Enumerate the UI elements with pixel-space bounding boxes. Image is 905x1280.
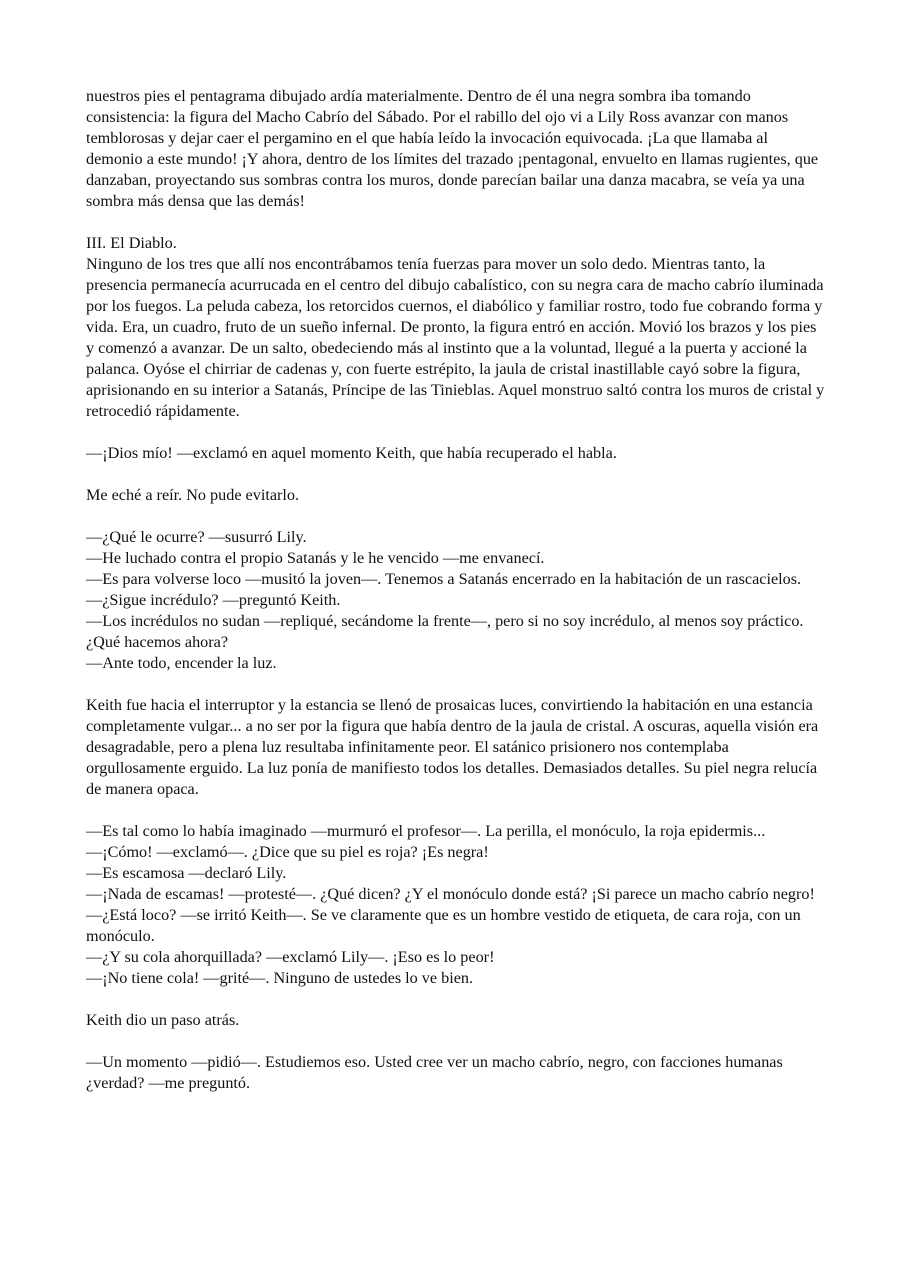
dialogue-line: —¡No tiene cola! —grité—. Ninguno de ustedes lo ve bien.	[86, 969, 474, 987]
paragraph-laugh: Me eché a reír. No pude evitarlo.	[86, 486, 300, 504]
dialogue-line: —¡Nada de escamas! —protesté—. ¿Qué dicen? ¿Y el monóculo donde está? ¡Si parece un macho cabrío negro!	[86, 885, 815, 903]
dialogue-line: —Un momento —pidió—. Estudiemos eso. Usted cree ver un macho cabrío, negro, con facciones humanas ¿verdad? —me preguntó.	[86, 1053, 783, 1092]
dialogue-line: —He luchado contra el propio Satanás y le he vencido —me envanecí.	[86, 549, 545, 567]
paragraph-gap	[86, 1031, 826, 1052]
dialogue-line: —Es tal como lo había imaginado —murmuró el profesor—. La perilla, el monóculo, la roja epidermis...	[86, 822, 766, 840]
dialogue-line: —Ante todo, encender la luz.	[86, 654, 277, 672]
dialogue-line: —¿Y su cola ahorquillada? —exclamó Lily—. ¡Eso es lo peor!	[86, 948, 495, 966]
paragraph-step-back: Keith dio un paso atrás.	[86, 1011, 240, 1029]
paragraph-gap	[86, 674, 826, 695]
document-page	[86, 86, 826, 1094]
paragraph-gap	[86, 212, 826, 233]
dialogue-line: —Los incrédulos no sudan —repliqué, secándome la frente—, pero si no soy incrédulo, al menos soy práctico. ¿Qué hacemos ahora?	[86, 612, 804, 651]
paragraph-pentagram: nuestros pies el pentagrama dibujado ardía materialmente. Dentro de él una negra sombra iba tomando consistencia: la figura del Macho Cabrío del Sábado. Por el rabillo del ojo vi a Lily Ross avanzar con manos temblorosas y dejar caer el pergamino en el que había leído la invocación equivocada. ¡La que llamaba al demonio a este mundo! ¡Y ahora, dentro de los límites del trazado ¡pentagonal, envuelto en llamas rugientes, que danzaban, proyectando sus sombras contra los muros, donde parecían bailar una danza macabra, se veía ya una sombra más densa que las demás!	[86, 87, 819, 210]
dialogue-line: —Es escamosa —declaró Lily.	[86, 864, 287, 882]
dialogue-line: —¡Dios mío! —exclamó en aquel momento Keith, que había recuperado el habla.	[86, 444, 617, 462]
chapter-heading: III. El Diablo.	[86, 234, 177, 252]
dialogue-line: —¡Cómo! —exclamó—. ¿Dice que su piel es roja? ¡Es negra!	[86, 843, 489, 861]
paragraph-gap	[86, 989, 826, 1010]
paragraph-devil: Ninguno de los tres que allí nos encontrábamos tenía fuerzas para mover un solo dedo. Mientras tanto, la presencia permanecía acurrucada en el centro del dibujo cabalístico, con su negra cara de macho cabrío iluminada por los fuegos. La peluda cabeza, los retorcidos cuernos, el diabólico y familiar rostro, todo fue cobrando forma y vida. Era, un cuadro, fruto de un sueño infernal. De pronto, la figura entró en acción. Movió los brazos y los pies y comenzó a avanzar. De un salto, obedeciendo más al instinto que a la voluntad, llegué a la puerta y accioné la palanca. Oyóse el chirriar de cadenas y, con fuerte estrépito, la jaula de cristal inastillable cayó sobre la figura, aprisionando en su interior a Satanás, Príncipe de las Tinieblas. Aquel monstruo saltó contra los muros de cristal y retrocedió rápidamente.	[86, 255, 825, 420]
dialogue-line: —¿Sigue incrédulo? —preguntó Keith.	[86, 591, 341, 609]
paragraph-light: Keith fue hacia el interruptor y la estancia se llenó de prosaicas luces, convirtiendo la habitación en una estancia completamente vulgar... a no ser por la figura que había dentro de la jaula de cristal. A oscuras, aquella visión era desagradable, pero a plena luz resultaba infinitamente peor. El satánico prisionero nos contemplaba orgullosamente erguido. La luz ponía de manifiesto todos los detalles. Demasiados detalles. Su piel negra relucía de manera opaca.	[86, 696, 819, 798]
paragraph-gap	[86, 422, 826, 443]
paragraph-gap	[86, 800, 826, 821]
dialogue-line: —Es para volverse loco —musitó la joven—. Tenemos a Satanás encerrado en la habitación de un rascacielos.	[86, 570, 802, 588]
dialogue-line: —¿Está loco? —se irritó Keith—. Se ve claramente que es un hombre vestido de etiqueta, de cara roja, con un monóculo.	[86, 906, 801, 945]
paragraph-gap	[86, 464, 826, 485]
dialogue-line: —¿Qué le ocurre? —susurró Lily.	[86, 528, 307, 546]
paragraph-gap	[86, 506, 826, 527]
